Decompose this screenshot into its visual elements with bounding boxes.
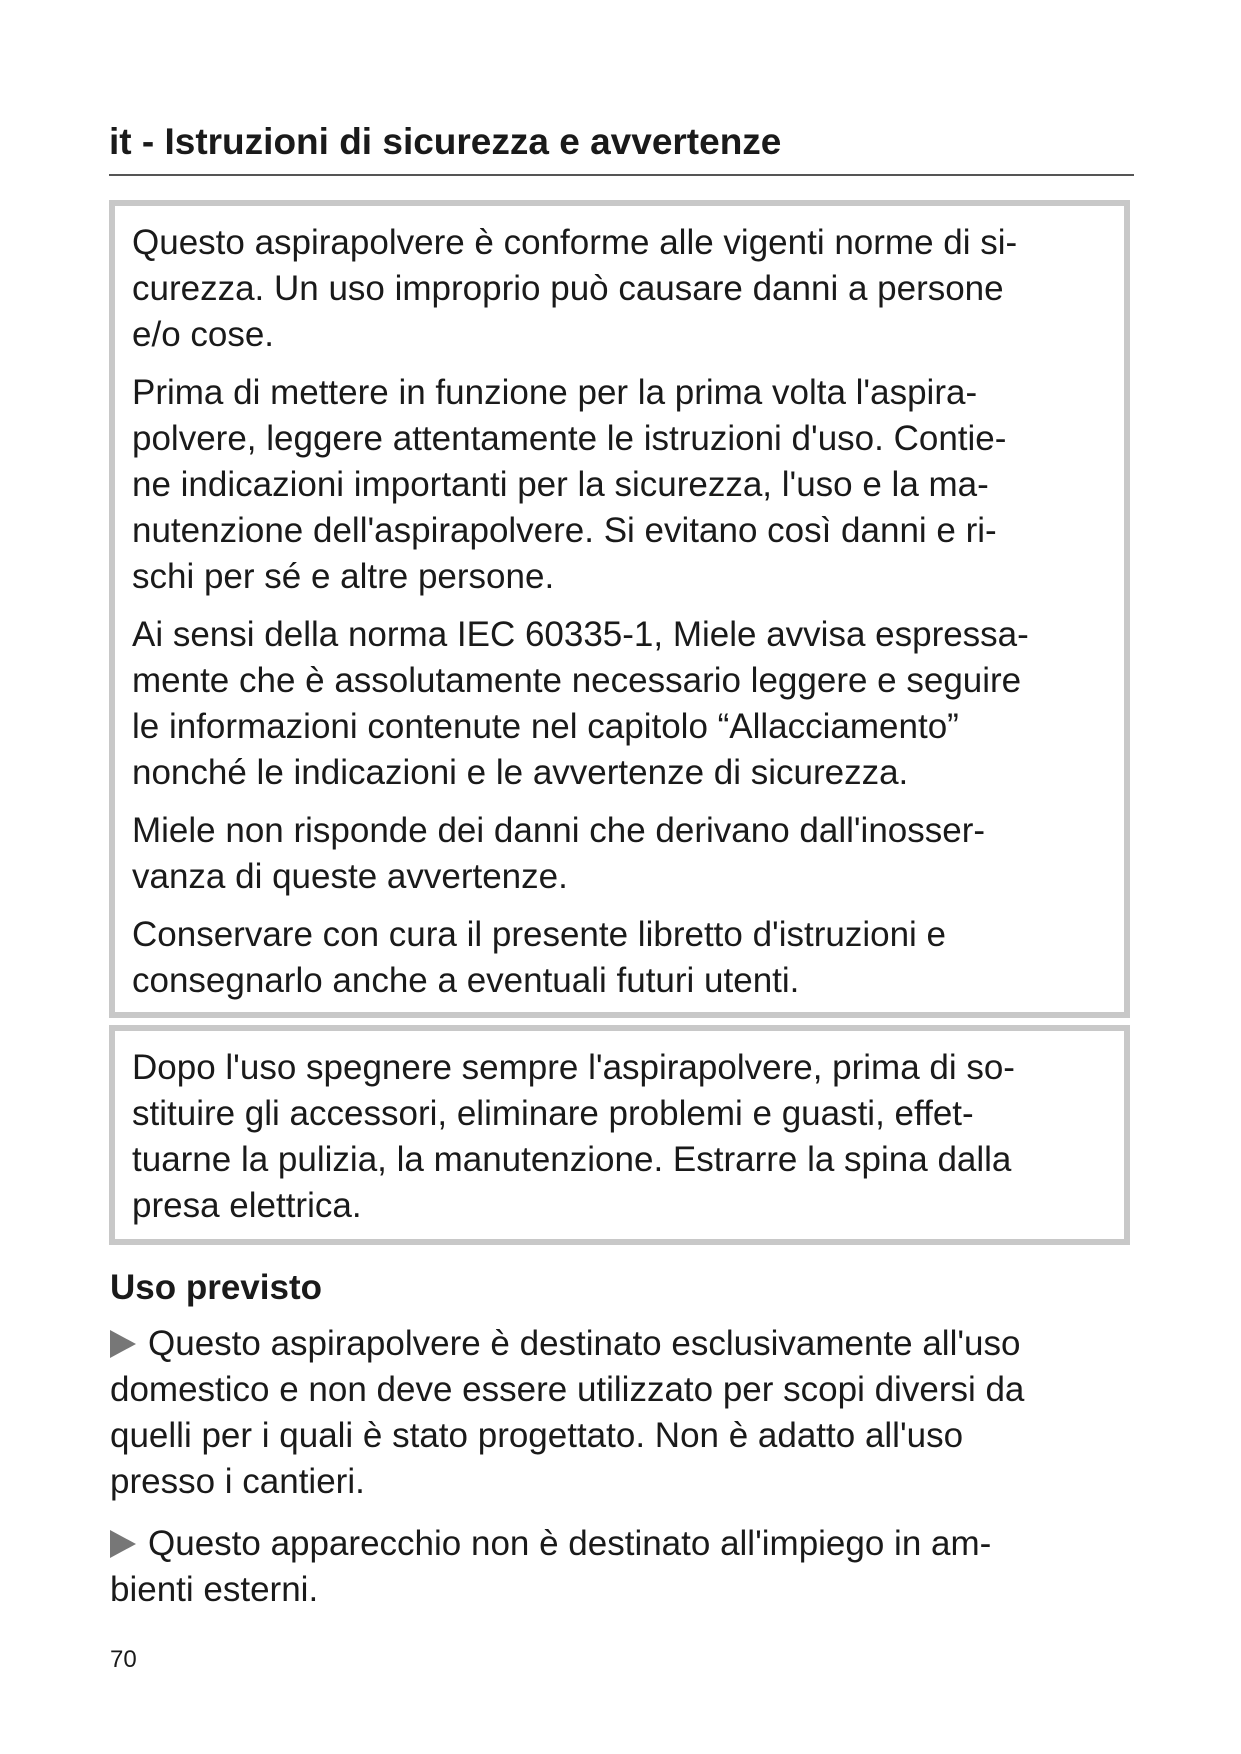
text-line: curezza. Un uso improprio può causare danni a persone <box>132 269 1004 308</box>
safety-paragraph <box>132 220 1110 358</box>
text-line: ne indicazioni importanti per la sicurezza, l'uso e la ma- <box>132 465 989 504</box>
safety-paragraph <box>132 612 1110 796</box>
bullet-item <box>110 1321 1140 1505</box>
text-line: stituire gli accessori, eliminare problemi e guasti, effet- <box>132 1094 974 1133</box>
section-title: Uso previsto <box>110 1268 322 1307</box>
safety-paragraph <box>132 808 1110 900</box>
text-line: mente che è assolutamente necessario leggere e seguire <box>132 661 1022 700</box>
power-off-notice-box <box>109 1025 1130 1245</box>
text-line: vanza di queste avvertenze. <box>132 857 568 896</box>
page-number: 70 <box>110 1646 137 1673</box>
text-line: presso i cantieri. <box>110 1462 365 1501</box>
text-line: presa elettrica. <box>132 1186 362 1225</box>
text-line: Questo aspirapolvere è conforme alle vigenti norme di si- <box>132 223 1018 262</box>
bullet-text: Questo apparecchio non è destinato all'impiego in am- <box>148 1524 992 1563</box>
page-header <box>109 120 1134 176</box>
text-line: le informazioni contenute nel capitolo “Allacciamento” <box>132 707 959 746</box>
triangle-bullet-icon <box>110 1330 136 1358</box>
text-line: Prima di mettere in funzione per la prima volta l'aspira- <box>132 373 978 412</box>
safety-paragraph <box>132 912 1110 1004</box>
text-line: consegnarlo anche a eventuali futuri utenti. <box>132 961 800 1000</box>
text-line: polvere, leggere attentamente le istruzioni d'uso. Contie- <box>132 419 1007 458</box>
bullet-text: Questo aspirapolvere è destinato esclusivamente all'uso <box>148 1324 1021 1363</box>
page-title: it - Istruzioni di sicurezza e avvertenze <box>109 121 782 162</box>
text-line <box>110 1321 1140 1367</box>
safety-paragraph <box>132 1045 1110 1229</box>
text-line: Conservare con cura il presente libretto d'istruzioni e <box>132 915 947 954</box>
text-line: schi per sé e altre persone. <box>132 557 555 596</box>
text-line: nutenzione dell'aspirapolvere. Si evitano così danni e ri- <box>132 511 997 550</box>
text-line: bienti esterni. <box>110 1570 319 1609</box>
safety-paragraph <box>132 370 1110 600</box>
triangle-bullet-icon <box>110 1530 136 1558</box>
text-line: quelli per i quali è stato progettato. Non è adatto all'uso <box>110 1416 964 1455</box>
text-line: nonché le indicazioni e le avvertenze di sicurezza. <box>132 753 909 792</box>
text-line: Dopo l'uso spegnere sempre l'aspirapolvere, prima di so- <box>132 1048 1015 1087</box>
text-line: domestico e non deve essere utilizzato per scopi diversi da <box>110 1370 1025 1409</box>
intended-use-section <box>110 1265 1140 1629</box>
bullet-item <box>110 1521 1140 1613</box>
safety-notice-box <box>109 200 1130 1018</box>
text-line: tuarne la pulizia, la manutenzione. Estrarre la spina dalla <box>132 1140 1012 1179</box>
text-line: e/o cose. <box>132 315 275 354</box>
text-line: Ai sensi della norma IEC 60335-1, Miele avvisa espressa- <box>132 615 1029 654</box>
text-line: Miele non risponde dei danni che derivano dall'inosser- <box>132 811 986 850</box>
text-line <box>110 1521 1140 1567</box>
